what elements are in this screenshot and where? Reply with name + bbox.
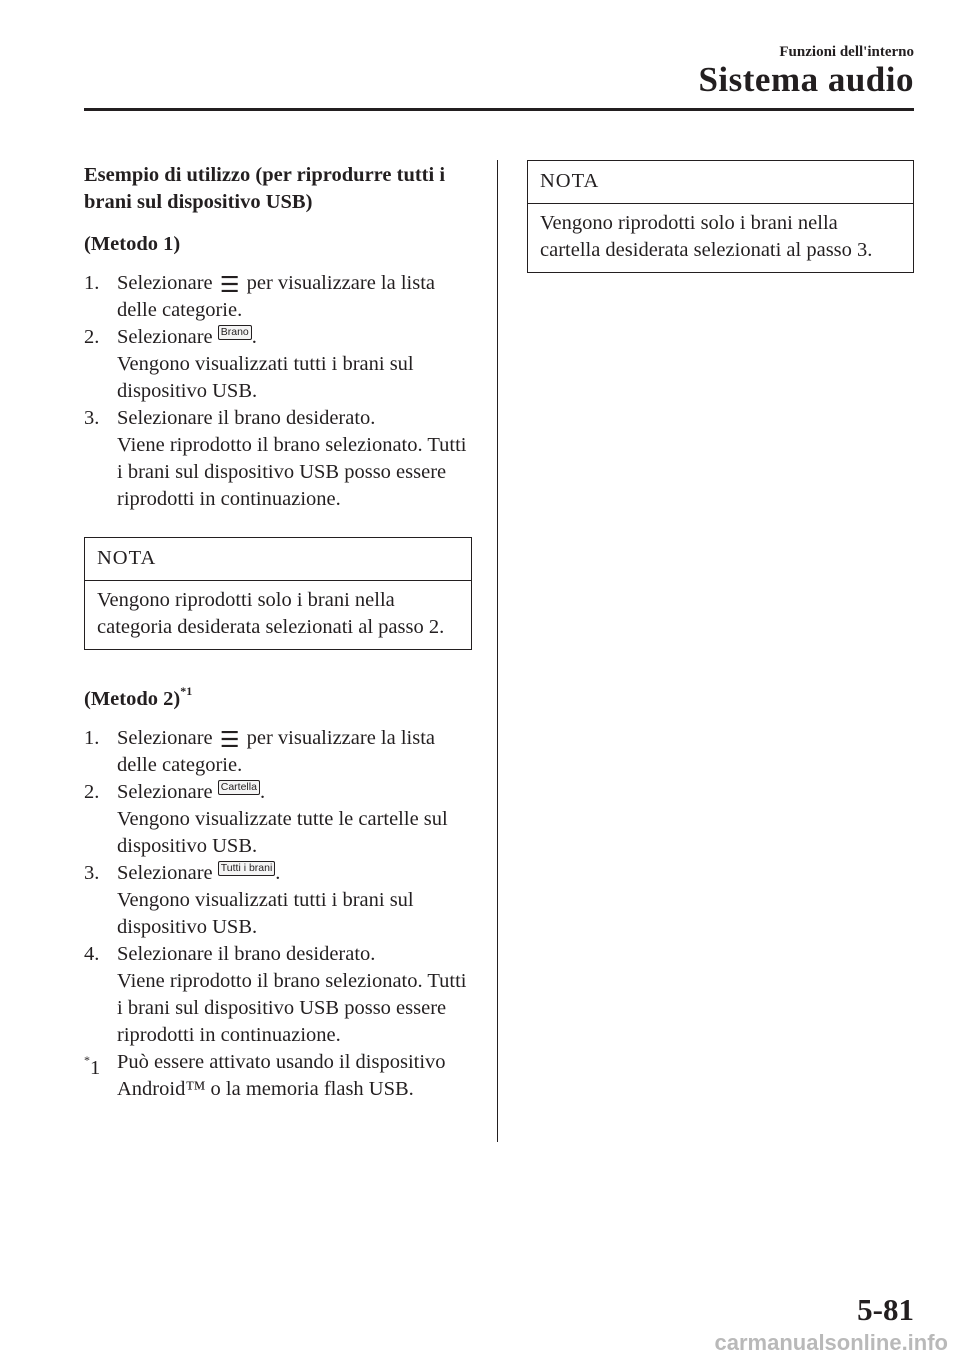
step-text: . (251, 326, 257, 348)
step-number: 3. (84, 407, 100, 429)
step-number: 2. (84, 326, 100, 348)
brano-button: Brano (218, 325, 252, 340)
step-text: Selezionare (117, 326, 213, 348)
column-divider (497, 160, 498, 1142)
note-box (84, 537, 472, 650)
step-detail: Vengono visualizzati tutti i brani sul dispositivo USB. (117, 888, 414, 938)
step-text: Selezionare (117, 780, 213, 803)
cartella-button: Cartella (218, 780, 260, 795)
method-2-title-text: (Metodo 2) (84, 687, 181, 710)
method-2-step-2 (84, 779, 472, 860)
step-detail: Vengono visualizzate tutte le cartelle sul dispositivo USB. (117, 807, 448, 857)
step-number: 1. (84, 726, 100, 749)
step-text: . (275, 861, 281, 884)
footnote (84, 1049, 472, 1103)
right-column (527, 160, 914, 273)
note-body: Vengono riprodotti solo i brani nella cartella desiderata selezionati al passo 3. (540, 212, 873, 261)
method-1-step-2 (84, 324, 472, 405)
method-2-title (84, 680, 472, 713)
note-box (527, 160, 914, 273)
method-1-title: (Metodo 1) (84, 233, 181, 255)
step-detail: Viene riprodotto il brano selezionato. Tutti i brani sul dispositivo USB posso essere riprodotti in continuazione. (117, 969, 467, 1046)
method-1-step-1 (84, 270, 472, 324)
step-text: . (259, 780, 266, 803)
left-column (84, 162, 472, 1103)
tutti-i-brani-button: Tutti i brani (218, 861, 276, 876)
watermark: carmanualsonline.info (714, 1330, 948, 1355)
footnote-marker: *1 (84, 1052, 101, 1079)
method-1-steps (84, 270, 472, 513)
step-text: Selezionare (117, 861, 213, 884)
list-icon: ☰ (219, 273, 240, 298)
step-text: per visualizzare la lista delle categorie. (117, 726, 436, 776)
step-number: 3. (84, 861, 100, 884)
footnote-reference: *1 (180, 684, 193, 698)
step-text: Selezionare (117, 272, 213, 294)
footnote-text: Può essere attivato usando il dispositivo Android™ o la memoria flash USB. (117, 1050, 446, 1100)
step-number: 2. (84, 780, 100, 803)
method-2-step-3 (84, 860, 472, 941)
header-divider (84, 108, 914, 111)
note-title: NOTA (85, 538, 471, 581)
step-number: 1. (84, 272, 100, 294)
page-title: Sistema audio (698, 60, 914, 99)
method-2-step-4 (84, 941, 472, 1049)
step-text: Selezionare il brano desiderato. (117, 942, 376, 965)
step-text: per visualizzare la lista delle categorie. (117, 272, 436, 321)
note-title: NOTA (528, 161, 913, 204)
page-number: 5-81 (857, 1292, 914, 1327)
method-2-steps (84, 725, 472, 1049)
method-2-step-1 (84, 725, 472, 779)
step-detail: Vengono visualizzati tutti i brani sul dispositivo USB. (117, 353, 414, 402)
step-number: 4. (84, 942, 100, 965)
note-body: Vengono riprodotti solo i brani nella categoria desiderata selezionati al passo 2. (97, 589, 445, 638)
method-1-step-3 (84, 405, 472, 513)
step-text: Selezionare (117, 726, 213, 749)
section-label: Funzioni dell'interno (779, 44, 914, 60)
step-detail: Viene riprodotto il brano selezionato. Tutti i brani sul dispositivo USB posso essere riprodotti in continuazione. (117, 434, 467, 510)
section-heading: Esempio di utilizzo (per riprodurre tutti i brani sul dispositivo USB) (84, 164, 446, 213)
list-icon: ☰ (219, 727, 240, 753)
step-text: Selezionare il brano desiderato. (117, 407, 376, 429)
